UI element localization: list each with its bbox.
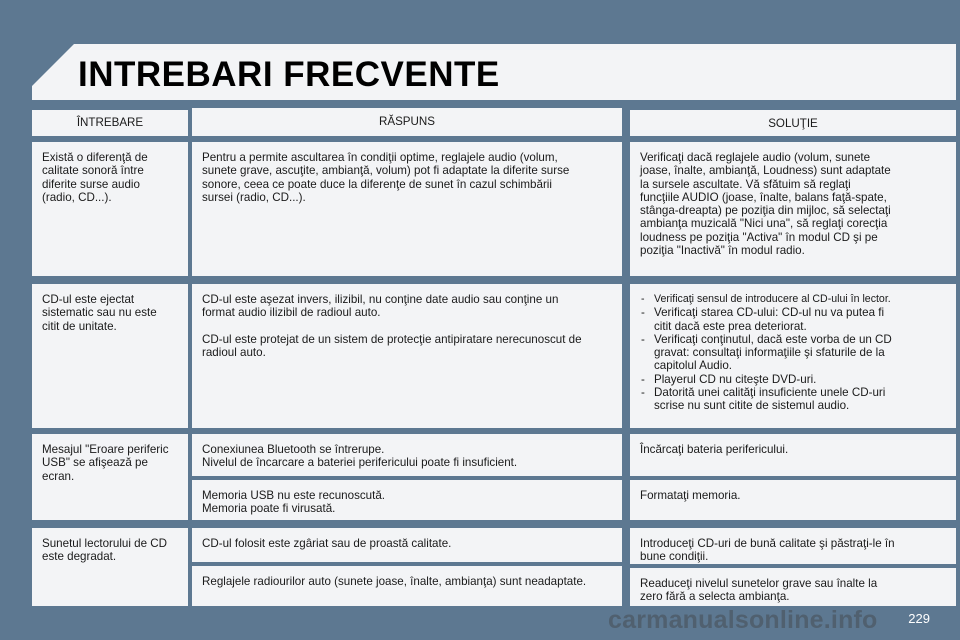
row2-solution — [630, 284, 956, 428]
header-question — [32, 110, 188, 136]
answer-text: Conexiunea Bluetooth se întrerupe. Nivelul de încarcare a bateriei perifericului poate fi insuficient. — [202, 443, 518, 470]
watermark: carmanualsonline.info — [608, 606, 878, 634]
row4-question — [32, 528, 188, 606]
question-text: Mesajul "Eroare periferic USB" se afişează pe ecran. — [42, 443, 169, 483]
row3a-solution — [630, 434, 956, 476]
solution-item: - Datorită unei calităţi insuficiente unele CD-uri scrise nu sunt citite de sistemul audio. — [640, 386, 947, 413]
solution-text: Formataţi memoria. — [640, 489, 741, 502]
row3b-answer — [192, 480, 622, 520]
question-text: Sunetul lectorului de CD este degradat. — [42, 537, 168, 564]
row3-question — [32, 434, 188, 520]
row1-answer — [192, 142, 622, 276]
answer-text-2: CD-ul este protejat de un sistem de protecţie antipiratare nerecunoscut de radioul auto. — [202, 332, 582, 359]
row1-solution — [630, 142, 956, 276]
row3a-answer — [192, 434, 622, 476]
answer-text: Reglajele radiourilor auto (sunete joase, înalte, ambianţa) sunt neadaptate. — [202, 575, 587, 588]
answer-text: Memoria USB nu este recunoscută. Memoria poate fi virusată. — [202, 489, 386, 516]
solution-item: - Verificaţi conţinutul, dacă este vorba de un CD gravat: consultaţi informaţiile şi sfaturile de la capitolul Audio. — [640, 333, 947, 373]
row2-answer — [192, 284, 622, 428]
header-answer-label: RĂSPUNS — [378, 115, 436, 128]
page-number: 229 — [908, 611, 930, 626]
solution-text: Introduceţi CD-uri de bună calitate şi păstraţi-le în bune condiţii. — [640, 537, 895, 564]
header-question-label: ÎNTREBARE — [76, 116, 144, 129]
question-text: Există o diferenţă de calitate sonoră între diferite surse audio (radio, CD...). — [42, 151, 148, 204]
solution-item: - Playerul CD nu citeşte DVD-uri. — [640, 373, 947, 386]
row3b-solution — [630, 480, 956, 520]
row1-question — [32, 142, 188, 276]
solution-text: Verificaţi dacă reglajele audio (volum, sunete joase, înalte, ambianţă, Loudness) sunt adaptate la sursele ascultate. Vă sfătuim să reglaţi funcţiile AUDIO (joase, înalte, balans faţă-spate, stânga-dreapta) pe poziţia din mijloc, să selectaţi ambianţa muzicală "Nici una", să reglaţi corecţia loudness pe poziţia "Activa" în modul CD şi pe poziţia "Inactivă" în modul radio. — [640, 151, 891, 258]
solution-item: - Verificaţi sensul de introducere al CD-ului în lector. — [640, 293, 947, 306]
solution-item: - Verificaţi starea CD-ului: CD-ul nu va putea fi citit dacă este prea deteriorat. — [640, 306, 947, 333]
solution-text: Încărcaţi bateria perifericului. — [640, 443, 789, 456]
answer-text-1: CD-ul este aşezat invers, ilizibil, nu conţine date audio sau conţine un format audio ilizibil de radioul auto. — [202, 293, 559, 320]
answer-text: Pentru a permite ascultarea în condiţii optime, reglajele audio (volum, sunete grave, ascuţite, ambianţă, volum) pot fi adaptate la diferite surse sonore, ceea ce poate duce la diferenţe de sunet în cazul schimbării sursei (radio, CD...). — [202, 151, 570, 204]
solution-list — [640, 293, 947, 413]
header-solution-label: SOLUŢIE — [768, 117, 818, 130]
row4b-solution — [630, 568, 956, 606]
solution-text: Readuceţi nivelul sunetelor grave sau înalte la zero fără a selecta ambianţa. — [640, 577, 878, 604]
header-answer — [192, 108, 622, 136]
row4a-answer — [192, 528, 622, 562]
header-solution — [630, 110, 956, 136]
question-text: CD-ul este ejectat sistematic sau nu este citit de unitate. — [42, 293, 157, 333]
row4a-solution — [630, 528, 956, 564]
page-title: INTREBARI FRECVENTE — [78, 55, 500, 94]
row4b-answer — [192, 566, 622, 606]
answer-text: CD-ul folosit este zgâriat sau de proastă calitate. — [202, 537, 452, 550]
row2-question — [32, 284, 188, 428]
